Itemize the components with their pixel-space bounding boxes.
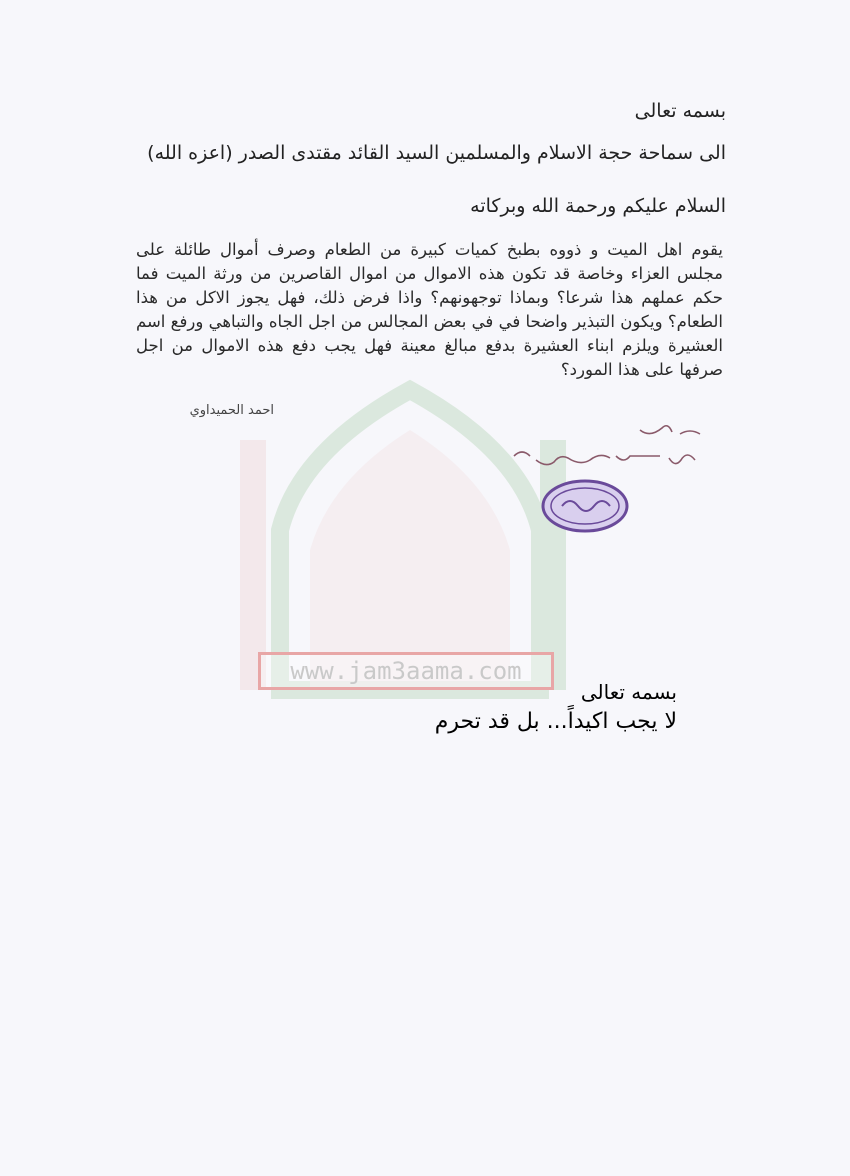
letter-basmala: بسمه تعالى (634, 100, 726, 122)
letter-addressee: الى سماحة حجة الاسلام والمسلمين السيد القائد مقتدى الصدر (اعزه الله) (147, 142, 726, 164)
mosque-watermark-icon (240, 360, 580, 700)
letter-greeting: السلام عليكم ورحمة الله وبركاته (470, 195, 726, 217)
handwritten-reply (490, 412, 720, 482)
answer-text: لا يجب اكيداً... بل قد تحرم (434, 709, 677, 734)
letter-signature: احمد الحميداوي (189, 403, 274, 418)
official-seal (540, 478, 630, 534)
watermark-url: www.jam3aama.com (258, 652, 554, 690)
answer-basmala: بسمه تعالى (580, 680, 677, 704)
letter-question: يقوم اهل الميت و ذووه بطبخ كميات كبيرة من الطعام وصرف أموال طائلة على مجلس العزاء وخاصة قد تكون هذه الاموال من اموال القاصرين من ورثة الميت فما حكم عملهم هذا شرعا؟ وبماذا توجهونهم؟ واذا فرض ذلك، فهل يجوز الاكل من هذا الطعام؟ ويكون التبذير واضحا في في بعض المجالس من اجل الجاه والتباهي ورفع اسم العشيرة ويلزم ابناء العشيرة بدفع مبالغ معينة فهل يجب دفع هذه الاموال من اجل صرفها على هذا المورد؟ (136, 240, 723, 379)
